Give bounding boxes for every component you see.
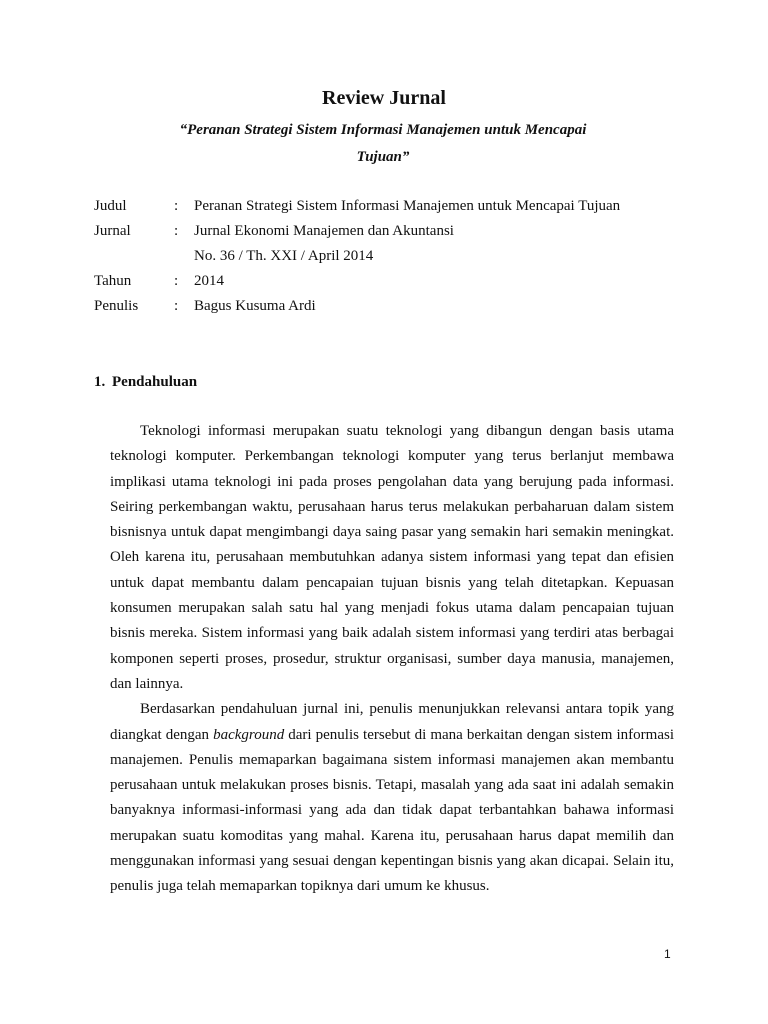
meta-row-penulis [94,294,694,319]
section-heading [94,371,197,393]
meta-label-tahun: Tahun [94,273,132,289]
paragraph-2 [110,697,674,899]
section-number: 1. [94,374,106,390]
meta-colon: : [174,223,179,239]
paragraph-2-italic-term: background [213,726,285,743]
meta-label-penulis: Penulis [94,298,139,314]
meta-colon: : [174,273,179,289]
meta-colon: : [174,198,179,214]
body-text [110,419,674,900]
meta-value-judul: Peranan Strategi Sistem Informasi Manajemen untuk Mencapai Tujuan [194,198,621,214]
meta-value-jurnal: Jurnal Ekonomi Manajemen dan Akuntansi [194,223,454,239]
meta-colon: : [174,298,179,314]
journal-metadata [94,194,694,319]
subtitle-line-1: “Peranan Strategi Sistem Informasi Manajemen untuk Mencapai [179,122,587,138]
paragraph-2-text-b: dari penulis tersebut di mana berkaitan dengan sistem informasi manajemen. Penulis memaparkan bagaimana sistem informasi manajemen akan membantu perusahaan untuk melakukan proses bisnis. Tetapi, masalah yang ada saat ini adalah semakin banyaknya informasi-informasi yang ada dan tidak dapat terbantahkan bahawa informasi merupakan suatu komoditas yang mahal. Karena itu, perusahaan harus dapat memilih dan menggunakan informasi yang sesuai dengan kepentingan bisnis yang akan dicapai. Selain itu, penulis juga telah memaparkan topiknya dari umum ke khusus. [110,726,674,895]
meta-row-tahun [94,269,694,294]
meta-row-jurnal [94,219,694,244]
meta-label-judul: Judul [94,198,127,214]
meta-label-jurnal: Jurnal [94,223,131,239]
meta-row-jurnal-issue [94,244,694,269]
meta-value-penulis: Bagus Kusuma Ardi [194,298,316,314]
paragraph-2-text-a: Berdasarkan pendahuluan jurnal ini, penulis menunjukkan relevansi antara topik yang diangkat dengan [110,701,674,743]
meta-value-jurnal-issue: No. 36 / Th. XXI / April 2014 [194,248,374,264]
meta-row-judul [94,194,694,219]
page-number: 1 [664,947,671,961]
document-title: Review Jurnal [322,87,446,109]
subtitle-line-2: Tujuan” [356,149,410,165]
meta-value-tahun: 2014 [194,273,224,289]
document-subtitle [150,117,616,171]
section-title: Pendahuluan [112,374,198,390]
paragraph-1: Teknologi informasi merupakan suatu teknologi yang dibangun dengan basis utama teknologi komputer. Perkembangan teknologi komputer yang terus berlanjut membawa implikasi utama teknologi ini pada proses pengolahan data yang berujung pada informasi. Seiring perkembangan waktu, perusahaan harus terus melakukan perbaharuan dalam sistem bisnisnya untuk dapat mengimbangi daya saing pasar yang semakin hari semakin meningkat. Oleh karena itu, perusahaan membutuhkan adanya sistem informasi yang tepat dan efisien untuk dapat membantu dalam pencapaian tujuan bisnis yang telah ditetapkan. Kepuasan konsumen merupakan salah satu hal yang menjadi fokus utama dalam pencapaian tujuan bisnis mereka. Sistem informasi yang baik adalah sistem informasi yang terdiri atas berbagai komponen seperti proses, prosedur, struktur organisasi, sumber daya manusia, manajemen, dan lainnya. [110,423,674,692]
